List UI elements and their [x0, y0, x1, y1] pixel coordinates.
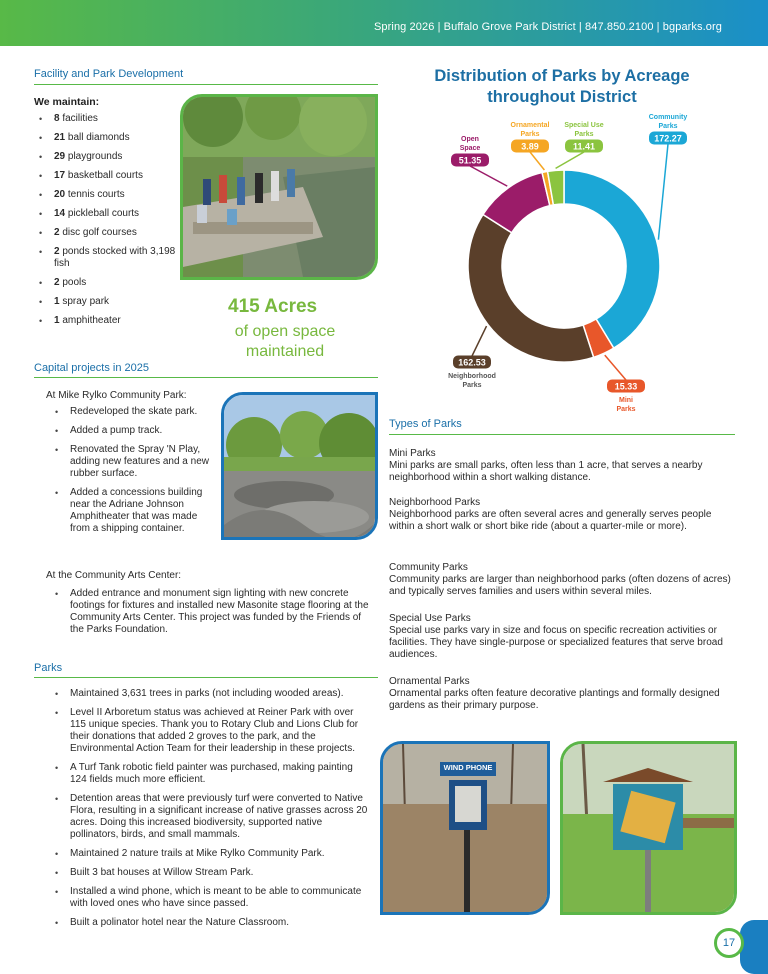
list-item: • Installed a wind phone, which is meant to be able to communicate with loved ones who have since passed. — [52, 886, 370, 910]
park-type-entry — [389, 448, 737, 484]
donut-slice — [564, 170, 660, 348]
list-item — [36, 246, 180, 270]
acres-big: 415 Acres — [228, 296, 318, 317]
types-rule — [389, 434, 735, 435]
category-label: Parks — [462, 382, 482, 389]
park-type-description: Neighborhood parks are often several acres and generally serves people within a short walk or short bike ride (about a quarter-mile or more). — [389, 509, 712, 532]
park-type-entry — [389, 562, 737, 598]
list-item — [36, 277, 180, 289]
item-count: 21 — [54, 132, 66, 143]
list-item: • Level II Arboretum status was achieved at Reiner Park with over 115 unique species. Thank you to Rotary Club and Lions Club for their donations that added 2 groves to the park, and the Environmental Action Team for their leadership in these projects. — [52, 707, 370, 755]
parks-list — [52, 688, 370, 936]
list-item — [36, 315, 180, 327]
item-count: 17 — [54, 170, 66, 181]
category-label: Parks — [616, 406, 636, 413]
label-leader-line — [658, 144, 668, 240]
item-label: facilities — [59, 113, 98, 124]
park-type-description: Ornamental parks often feature decorative plantings and formally designed gardens as their primary purpose. — [389, 688, 720, 711]
item-label: ponds stocked with 3,198 fish — [54, 246, 176, 269]
item-count: 2 — [54, 227, 60, 238]
capital-intro-mike-rylko: At Mike Rylko Community Park: — [46, 390, 187, 401]
capital-rule — [34, 377, 378, 378]
header-text: Spring 2026 | Buffalo Grove Park District | 847.850.2100 | bgparks.org — [373, 21, 722, 33]
parks-heading: Parks — [34, 662, 63, 674]
list-item: • Renovated the Spray 'N Play, adding new features and a new rubber surface. — [52, 444, 218, 480]
list-item — [36, 296, 180, 308]
page-corner-accent — [740, 920, 768, 974]
skate-park-photo — [221, 392, 378, 540]
acres-sub: of open space maintained — [234, 323, 336, 360]
park-type-title: Mini Parks — [389, 448, 436, 459]
park-type-title: Neighborhood Parks — [389, 497, 481, 508]
wind-phone-sign-text: WIND PHONE — [443, 763, 493, 772]
list-item: • Redeveloped the skate park. — [52, 406, 218, 418]
category-label: Special Use — [564, 122, 604, 129]
item-label: pickleball courts — [65, 208, 140, 219]
list-item: • Built 3 bat houses at Willow Stream Park. — [52, 867, 370, 879]
value-label: 162.53 — [458, 357, 486, 368]
parks-rule — [34, 677, 378, 678]
park-type-entry — [389, 497, 737, 533]
list-item — [36, 208, 180, 220]
item-label: tennis courts — [65, 189, 125, 200]
page-number: 17 — [714, 928, 744, 958]
list-item — [36, 227, 180, 239]
capital-intro-arts-center: At the Community Arts Center: — [46, 570, 182, 581]
value-label: 15.33 — [614, 381, 638, 392]
types-heading: Types of Parks — [389, 418, 462, 430]
list-item: • Maintained 2 nature trails at Mike Rylko Community Park. — [52, 848, 370, 860]
category-label: Community — [648, 114, 688, 121]
park-type-title: Special Use Parks — [389, 613, 471, 624]
label-leader-line — [605, 355, 626, 380]
item-count: 29 — [54, 151, 66, 162]
label-leader-line — [530, 152, 544, 170]
item-count: 1 — [54, 296, 60, 307]
donut-slice — [468, 215, 594, 362]
list-item — [36, 113, 180, 125]
list-item — [36, 170, 180, 182]
item-count: 2 — [54, 246, 60, 257]
list-item: • Detention areas that were previously turf were converted to Native Flora, resulting in a significant increase of native grasses across 20 acres. Doing this increased biodiversity, supported native pollinators, birds, and small mammals. — [52, 793, 370, 841]
item-count: 1 — [54, 315, 60, 326]
acreage-donut-chart — [384, 108, 768, 418]
maintain-title: We maintain: — [34, 96, 100, 108]
category-label: Parks — [574, 131, 594, 138]
list-item: • Added entrance and monument sign lighting with new concrete footings for fixtures and installed new Masonite stage flooring at the Community Arts Center. This project was funded by the Friends of the Parks Foundation. — [52, 588, 372, 636]
item-label: spray park — [59, 296, 110, 307]
capital-list-arts-center — [52, 588, 372, 643]
list-item: • Built a polinator hotel near the Nature Classroom. — [52, 917, 370, 929]
category-label: Parks — [658, 123, 678, 130]
list-item — [36, 151, 180, 163]
value-label: 51.35 — [458, 155, 482, 166]
list-item — [36, 189, 180, 201]
item-count: 20 — [54, 189, 66, 200]
category-label: Space — [459, 145, 481, 152]
park-type-description: Community parks are larger than neighborhood parks (often dozens of acres) and typically serves families and users within several miles. — [389, 574, 731, 597]
label-leader-line — [556, 152, 584, 168]
item-count: 8 — [54, 113, 60, 124]
item-label: playgrounds — [65, 151, 123, 162]
category-label: Open — [461, 136, 479, 143]
facility-heading: Facility and Park Development — [34, 68, 184, 80]
chart-title: Distribution of Parks by Acreage throughout District — [434, 67, 690, 106]
facility-list — [36, 113, 180, 334]
facility-rule — [34, 84, 378, 85]
category-label: Ornamental — [510, 122, 550, 129]
pollinator-hotel-photo — [560, 741, 737, 915]
list-item: • Maintained 3,631 trees in parks (not including wooded areas). — [52, 688, 370, 700]
item-label: disc golf courses — [59, 227, 137, 238]
category-label: Mini — [619, 397, 633, 404]
park-type-entry — [389, 613, 737, 661]
capital-list-mike-rylko — [52, 406, 218, 542]
label-leader-line — [472, 326, 487, 356]
category-label: Neighborhood — [448, 373, 496, 380]
value-label: 11.41 — [572, 141, 596, 152]
park-type-title: Community Parks — [389, 562, 468, 573]
park-type-description: Mini parks are small parks, often less than 1 acre, that serves a nearby neighborhood within a short walking distance. — [389, 460, 703, 483]
item-label: ball diamonds — [65, 132, 130, 143]
list-item: • Added a pump track. — [52, 425, 218, 437]
value-label: 172.27 — [654, 133, 682, 144]
list-item: • Added a concessions building near the Adriane Johnson Amphitheater that was made from a shipping container. — [52, 487, 218, 535]
list-item — [36, 132, 180, 144]
category-label: Parks — [520, 131, 540, 138]
label-leader-line — [470, 166, 507, 186]
park-type-title: Ornamental Parks — [389, 676, 470, 687]
item-label: basketball courts — [65, 170, 143, 181]
item-label: amphitheater — [59, 315, 121, 326]
pond-photo — [180, 94, 378, 280]
item-label: pools — [59, 277, 87, 288]
park-type-entry — [389, 676, 737, 712]
item-count: 14 — [54, 208, 66, 219]
wind-phone-photo — [380, 741, 550, 915]
list-item: • A Turf Tank robotic field painter was purchased, making painting 124 fields much more efficient. — [52, 762, 370, 786]
value-label: 3.89 — [521, 141, 539, 152]
header-bar — [0, 0, 768, 46]
park-type-description: Special use parks vary in size and focus on specific recreation activities or facilities. They have single-purpose or specialized features that serve broad audiences. — [389, 625, 723, 660]
item-count: 2 — [54, 277, 60, 288]
capital-heading: Capital projects in 2025 — [34, 362, 149, 374]
